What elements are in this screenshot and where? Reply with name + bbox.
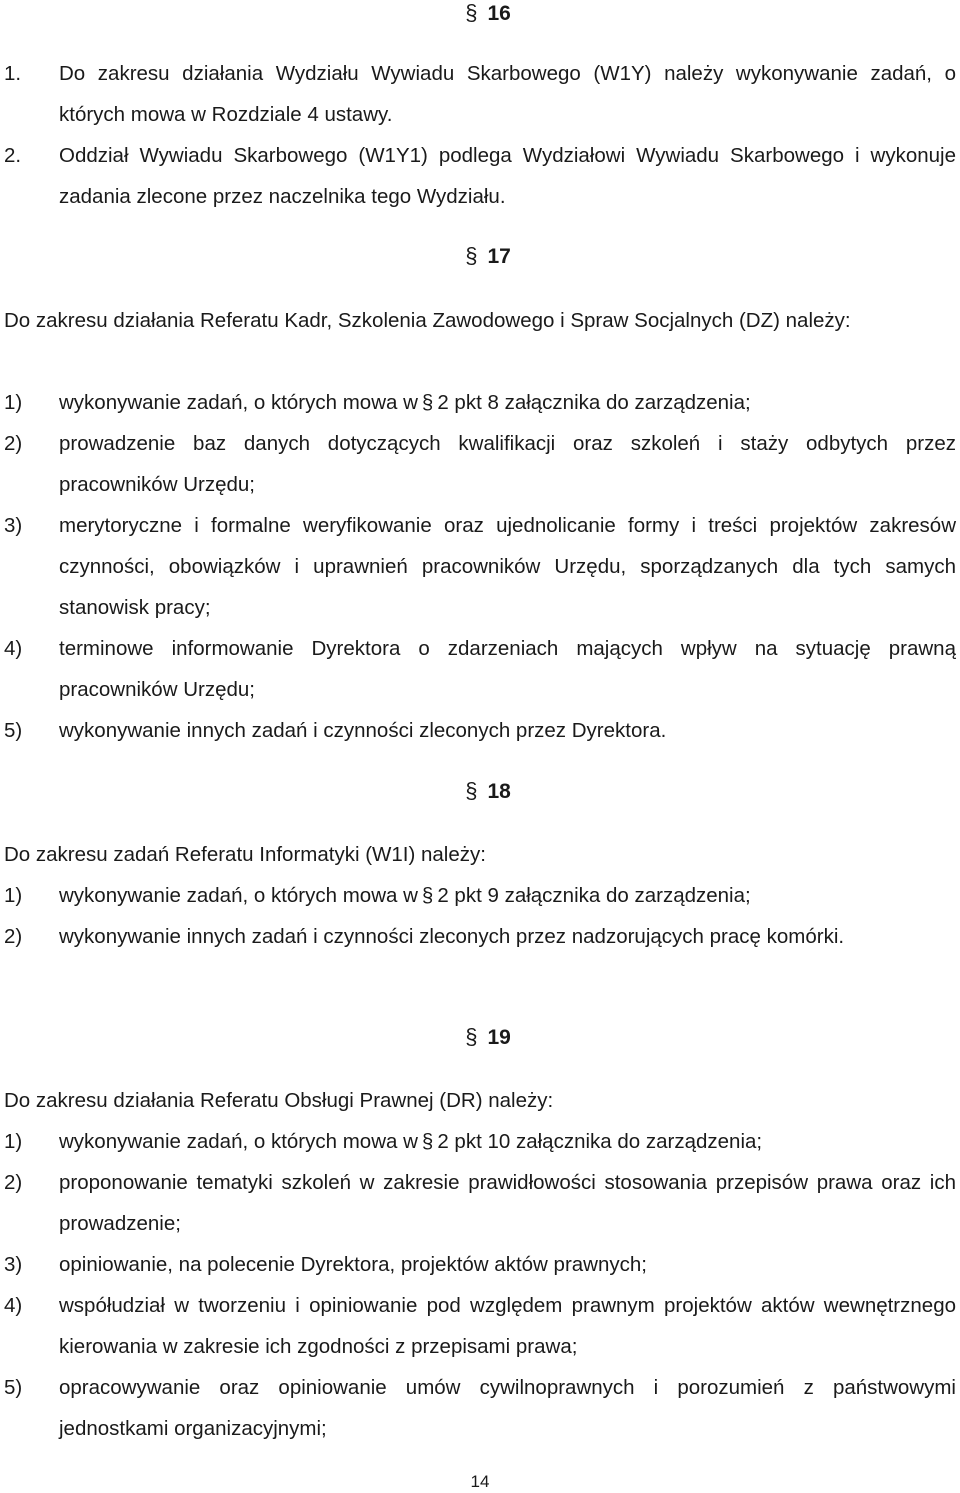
item-number: 1) (4, 1130, 23, 1153)
item-text (59, 875, 956, 916)
section-number: 19 (487, 1026, 511, 1049)
list-item (4, 1285, 956, 1367)
paragraph-symbol: § (421, 884, 434, 907)
item-number: 3) (4, 1253, 23, 1276)
item-text: prowadzenie baz danych dotyczących kwalifikacji oraz szkoleń i staży odbytych przez pracowników Urzędu; (59, 432, 956, 496)
item-number: 2. (4, 144, 22, 167)
item-text (59, 382, 956, 423)
list-item (4, 1244, 956, 1285)
item-number: 5) (4, 719, 23, 742)
list-item (4, 710, 956, 751)
item-number: 2) (4, 432, 23, 455)
section-number: 18 (487, 780, 511, 803)
list-item (4, 875, 956, 916)
section-heading-19 (0, 1024, 960, 1050)
list-item (4, 423, 956, 505)
section-heading-17 (0, 243, 960, 269)
paragraph-symbol: § (421, 1130, 434, 1153)
item-text-post: 2 pkt 10 załącznika do zarządzenia; (437, 1130, 763, 1153)
item-text: współudział w tworzeniu i opiniowanie pod względem prawnym projektów aktów wewnętrznego kierowania w zakresie ich zgodności z przepisami prawa; (59, 1294, 956, 1358)
section-number: 17 (487, 245, 511, 268)
item-text-post: 2 pkt 9 załącznika do zarządzenia; (437, 884, 751, 907)
section-intro: Do zakresu zadań Referatu Informatyki (W1I) należy: (4, 843, 486, 866)
paragraph-symbol: § (421, 391, 434, 414)
item-number: 1) (4, 391, 23, 414)
list-item (4, 628, 956, 710)
section-number: 16 (487, 2, 511, 25)
item-number: 2) (4, 1171, 23, 1194)
paragraph-symbol: § (465, 778, 478, 803)
paragraph-symbol: § (465, 1024, 478, 1049)
item-text: opiniowanie, na polecenie Dyrektora, projektów aktów prawnych; (59, 1253, 647, 1276)
item-text: merytoryczne i formalne weryfikowanie oraz ujednolicanie formy i treści projektów zakresów czynności, obowiązków i uprawnień pracowników Urzędu, sporządzanych dla tych samych stanowisk pracy; (59, 514, 956, 619)
list-item (4, 382, 956, 423)
item-text: Do zakresu działania Wydziału Wywiadu Skarbowego (W1Y) należy wykonywanie zadań, o których mowa w Rozdziale 4 ustawy. (59, 62, 956, 126)
section-intro: Do zakresu działania Referatu Obsługi Prawnej (DR) należy: (4, 1089, 554, 1112)
list-item (4, 1162, 956, 1244)
item-number: 1. (4, 62, 22, 85)
page-number: 14 (470, 1472, 490, 1491)
item-text: Oddział Wywiadu Skarbowego (W1Y1) podlega Wydziałowi Wywiadu Skarbowego i wykonuje zadania zlecone przez naczelnika tego Wydziału. (59, 144, 956, 208)
item-text-post: 2 pkt 8 załącznika do zarządzenia; (437, 391, 751, 414)
paragraph-symbol: § (465, 0, 478, 25)
item-text: wykonywanie innych zadań i czynności zleconych przez nadzorujących pracę komórki. (59, 925, 845, 948)
item-text: wykonywanie innych zadań i czynności zleconych przez Dyrektora. (59, 719, 667, 742)
item-text: opracowywanie oraz opiniowanie umów cywilnoprawnych i porozumień z państwowymi jednostkami organizacyjnymi; (59, 1376, 956, 1440)
item-number: 4) (4, 1294, 23, 1317)
item-text: terminowe informowanie Dyrektora o zdarzeniach mających wpływ na sytuację prawną pracowników Urzędu; (59, 637, 956, 701)
item-number: 1) (4, 884, 23, 907)
item-text-pre: wykonywanie zadań, o których mowa w (59, 1130, 418, 1153)
item-number: 3) (4, 514, 23, 537)
item-text: proponowanie tematyki szkoleń w zakresie prawidłowości stosowania przepisów prawa oraz ich prowadzenie; (59, 1171, 956, 1235)
section-intro: Do zakresu działania Referatu Kadr, Szkolenia Zawodowego i Spraw Socjalnych (DZ) należy: (4, 309, 851, 332)
item-number: 4) (4, 637, 23, 660)
list-item (4, 505, 956, 628)
section-heading-18 (0, 778, 960, 804)
item-text-pre: wykonywanie zadań, o których mowa w (59, 391, 418, 414)
list-item (4, 916, 956, 957)
item-text (59, 1121, 956, 1162)
item-number: 2) (4, 925, 23, 948)
list-item (4, 135, 956, 217)
item-number: 5) (4, 1376, 23, 1399)
list-item (4, 53, 956, 135)
list-item (4, 1367, 956, 1449)
list-item (4, 1121, 956, 1162)
paragraph-symbol: § (465, 243, 478, 268)
item-text-pre: wykonywanie zadań, o których mowa w (59, 884, 418, 907)
section-heading-16 (0, 0, 960, 26)
